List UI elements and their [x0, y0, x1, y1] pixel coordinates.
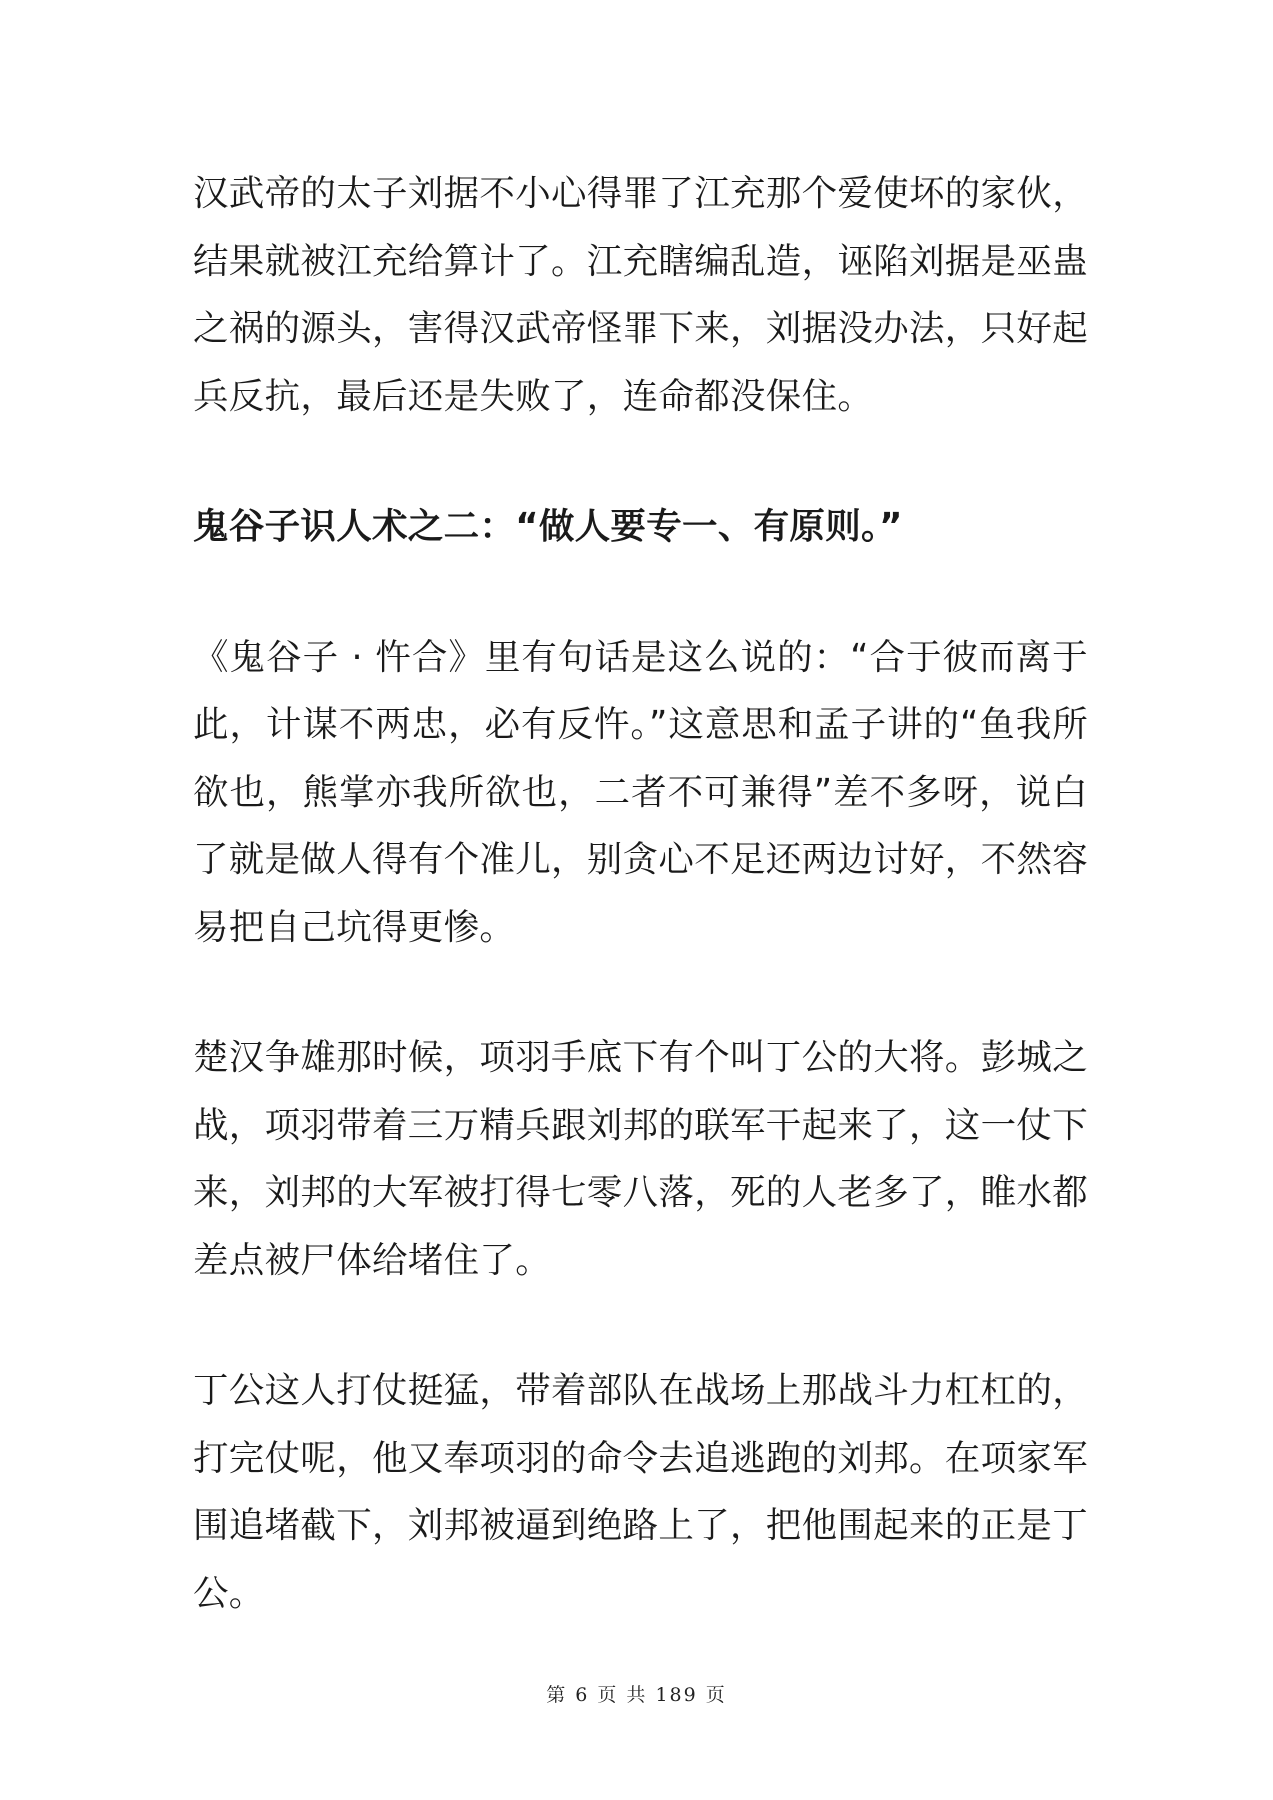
document-body	[193, 160, 1088, 1690]
paragraph-chu-han: 楚汉争雄那时候，项羽手底下有个叫丁公的大将。彭城之战，项羽带着三万精兵跟刘邦的联军干起来了，这一仗下来，刘邦的大军被打得七零八落，死的人老多了，睢水都差点被尸体给堵住了。	[193, 1037, 1089, 1281]
paragraph-liuju: 汉武帝的太子刘据不小心得罪了江充那个爱使坏的家伙，结果就被江充给算计了。江充瞎编乱造，诬陷刘据是巫蛊之祸的源头，害得汉武帝怪罪下来，刘据没办法，只好起兵反抗，最后还是失败了，连命都没保住。	[193, 173, 1089, 417]
paragraph-wuhe-quote: 《鬼谷子 · 忤合》里有句话是这么说的：“合于彼而离于此，计谋不两忠，必有反忤。”这意思和孟子讲的“鱼我所欲也，熊掌亦我所欲也，二者不可兼得”差不多呀，说白了就是做人得有个准儿，别贪心不足还两边讨好，不然容易把自己坑得更惨。	[193, 636, 1089, 948]
section-heading: 鬼谷子识人术之二：“做人要专一、有原则。”	[193, 506, 903, 547]
paragraph-dinggong: 丁公这人打仗挺猛，带着部队在战场上那战斗力杠杠的，打完仗呢，他又奉项羽的命令去追逃跑的刘邦。在项家军围追堵截下，刘邦被逼到绝路上了，把他围起来的正是丁公。	[193, 1370, 1089, 1614]
page-number-footer: 第 6 页 共 189 页	[546, 1684, 727, 1706]
